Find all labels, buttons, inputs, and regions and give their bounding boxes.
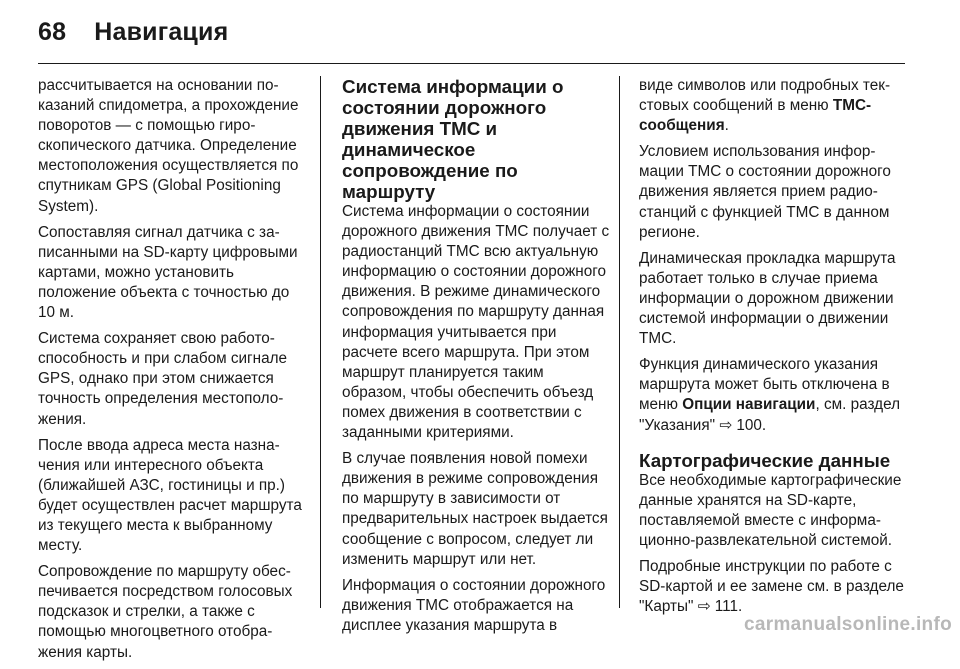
paragraph [639,355,907,435]
column-3 [639,76,907,623]
column-divider [320,76,321,608]
page-header [38,18,256,47]
paragraph: рассчитывается на основании показаний спидометра, а прохождение поворотов — с помощью гироскопического датчика. Определение местоположения осуществляется по спутникам GPS (Global Positioning System). [38,77,299,215]
paragraph: Информация о состоянии дорожного движения TMC отображается на дисплее указания маршрута в [342,576,606,634]
paragraph: В случае появления новой помехи движения в режиме сопровождения по маршруту в зависимости от предварительных настроек выдается сообщение с вопросом, следует ли изменить маршрут или нет. [342,450,608,568]
page-title: Навигация [94,18,229,46]
paragraph [639,557,907,617]
paragraph: Условием использования информации TMC о состоянии дорожного движения является прием радиостанций с функцией TMC в данном регионе. [639,143,891,241]
page-number: 68 [38,18,67,46]
paragraph: Система информации о состоянии дорожного движения TMC получает с радиостанций TMC всю актуальную информацию о состоянии дорожного движения. В режиме динамического сопровождения по маршруту данная информация учитывается при расчете всего маршрута. При этом маршрут планируется таким образом, чтобы обеспечить объезд помех движения в соответствии с заданными критериями. [342,203,610,442]
paragraph-text: виде символов или подробных текстовых сообщений в меню [639,77,891,115]
menu-name-navigation-options: Опции навигации [682,396,816,414]
paragraph-text: , см. раздел "Указания" [639,396,900,434]
paragraph-text: . [724,117,729,135]
menu-name-tmc: TMC-сообщения [639,97,872,135]
paragraph: Сопоставляя сигнал датчика с записанными на SD-карту цифровыми картами, можно установить положение объекта с точностью до 10 м. [38,223,298,322]
watermark: carmanualsonline.info [744,614,952,635]
header-rule [38,63,905,64]
section-heading: Картографические данные [639,449,891,471]
paragraph [639,76,907,136]
paragraph: Динамическая прокладка маршрута работает только в случае приема информации о дорожном движении системой информации о движении TMC. [639,249,896,348]
section-heading: Система информации о состоянии дорожного движения TMC и динамическое сопровождение по маршруту [342,76,564,202]
paragraph: Сопровождение по маршруту обеспечивается посредством голосовых подсказок и стрелки, а также с помощью многоцветного отображения карты. [38,563,293,661]
page-reference[interactable]: ⇨ 111. [697,598,743,616]
column-1 [38,76,306,669]
column-divider [619,76,620,608]
paragraph-text: Подробные инструкции по работе с SD-картой и ее замене см. в разделе "Карты" [639,557,904,616]
page-reference[interactable]: ⇨ 100. [719,416,767,434]
paragraph: Система сохраняет свою работоспособность и при слабом сигнале GPS, однако при этом снижается точность определения местоположения. [38,330,288,428]
paragraph-text: Функция динамического указания маршрута может быть отключена в меню [639,356,890,414]
paragraph: Все необходимые картографические данные хранятся на SD-карте, поставляемой вместе с информационно-развлекательной системой. [639,471,902,549]
column-2 [342,76,610,642]
paragraph: После ввода адреса места назначения или интересного объекта (ближайшей АЗС, гостиницы и пр.) будет осуществлен расчет маршрута из текущего места к выбранному месту. [38,436,302,555]
